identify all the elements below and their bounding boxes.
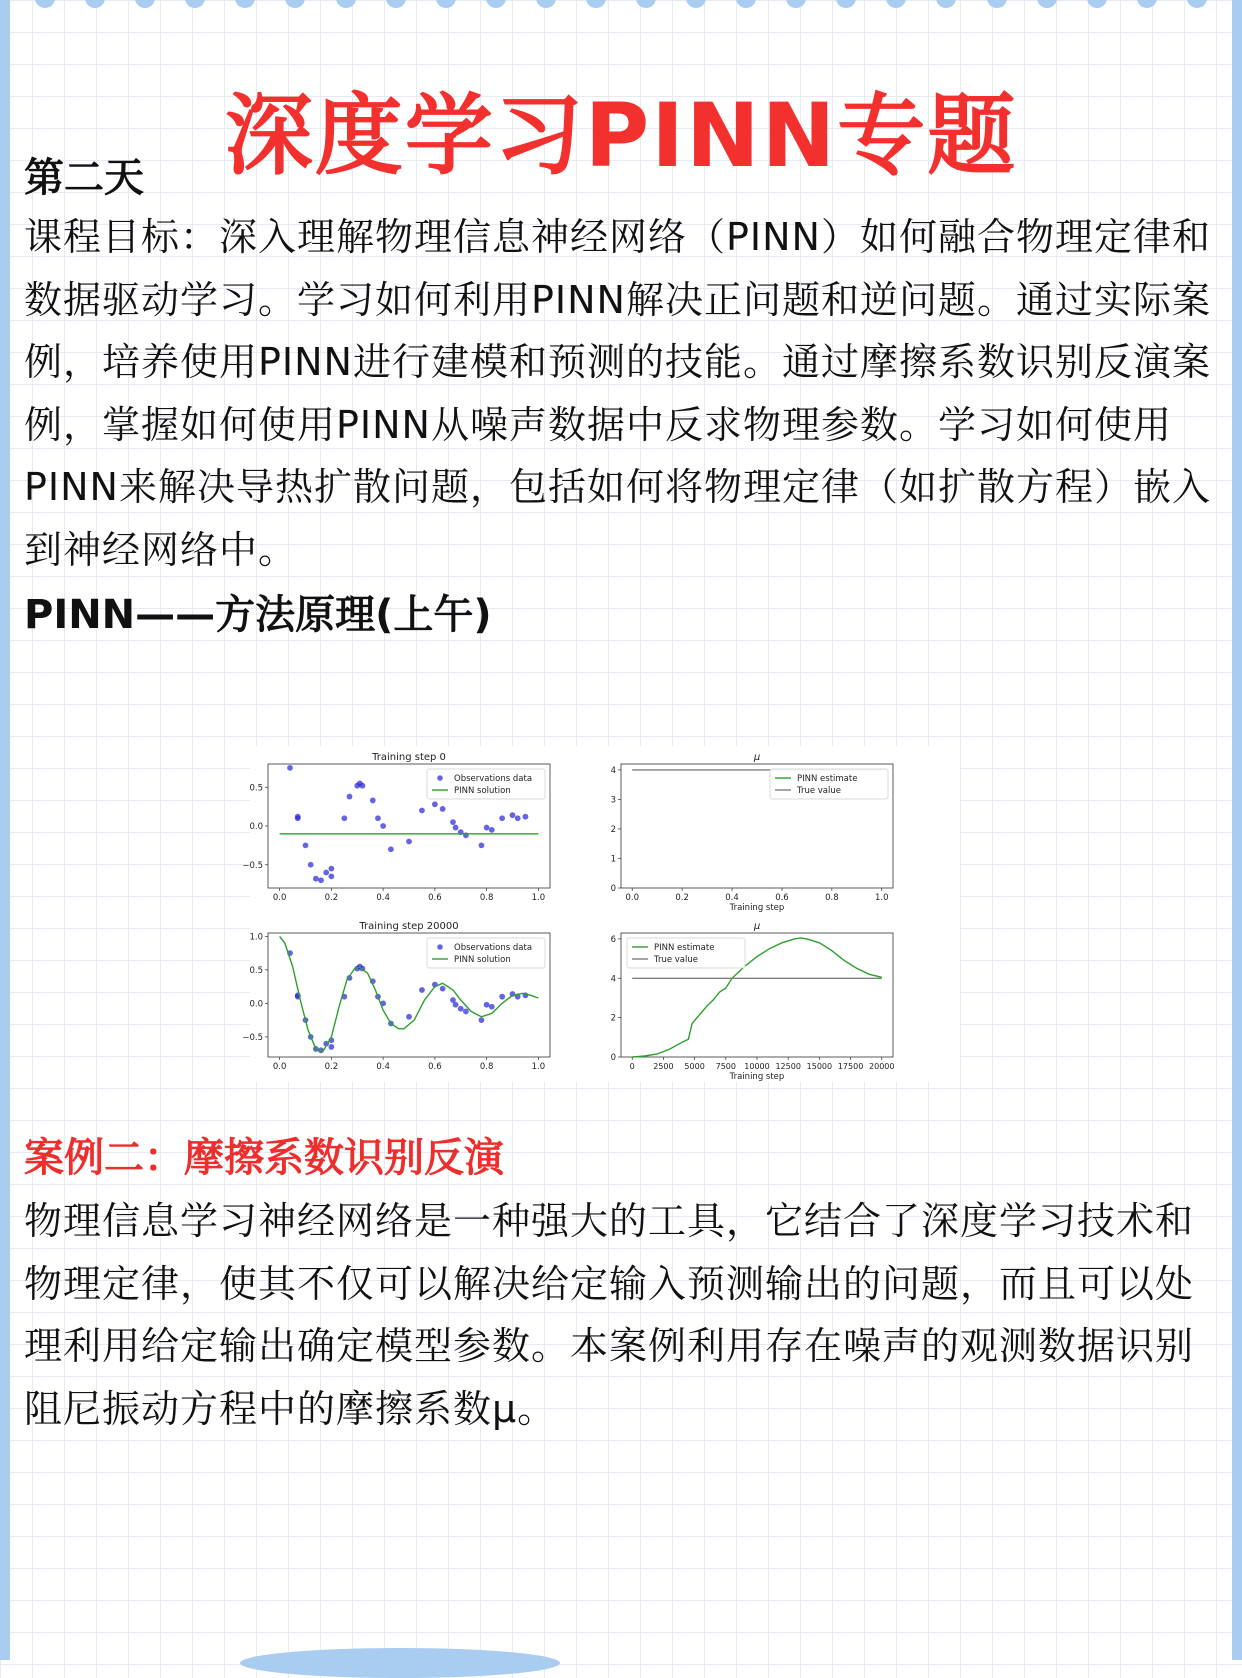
legend-label: PINN estimate bbox=[654, 943, 715, 953]
plot-title: Training step 0 bbox=[372, 752, 446, 763]
observation-point bbox=[499, 994, 505, 1000]
observation-point bbox=[287, 765, 293, 771]
x-tick-label: 1.0 bbox=[531, 1062, 546, 1072]
observation-point bbox=[432, 801, 438, 807]
x-tick-label: 0.6 bbox=[775, 893, 789, 903]
observation-point bbox=[515, 815, 521, 821]
observation-point bbox=[479, 1017, 485, 1023]
x-tick-label: 17500 bbox=[837, 1062, 864, 1071]
x-tick-label: 0.8 bbox=[825, 893, 839, 903]
y-tick-label: 1 bbox=[610, 854, 616, 865]
y-tick-label: 0.5 bbox=[249, 965, 263, 976]
observation-point bbox=[347, 794, 353, 800]
x-tick-label: 0.6 bbox=[428, 1062, 442, 1072]
observation-point bbox=[295, 815, 301, 821]
x-tick-label: 0.2 bbox=[675, 893, 689, 903]
observation-point bbox=[440, 986, 446, 992]
training-figure bbox=[242, 746, 960, 1082]
day-heading: 第二天 bbox=[24, 155, 144, 201]
legend-label: True value bbox=[654, 955, 698, 965]
observation-point bbox=[523, 814, 529, 820]
y-tick-label: 0.5 bbox=[249, 783, 263, 794]
observation-point bbox=[453, 1002, 459, 1008]
bottom-decoration bbox=[240, 1648, 560, 1678]
observation-point bbox=[313, 876, 319, 882]
observation-point bbox=[328, 1044, 334, 1050]
x-tick-label: 0.0 bbox=[625, 893, 639, 903]
observation-point bbox=[308, 862, 314, 868]
x-tick-label: 0.8 bbox=[479, 893, 494, 903]
observation-point bbox=[484, 825, 490, 831]
y-tick-label: 2 bbox=[610, 824, 616, 835]
y-tick-label: −0.5 bbox=[242, 860, 263, 871]
legend-marker bbox=[437, 775, 443, 781]
training-figure-svg bbox=[242, 746, 960, 1082]
y-tick-label: 0.0 bbox=[249, 999, 263, 1010]
observation-point bbox=[510, 812, 516, 818]
y-tick-label: 0 bbox=[610, 1053, 616, 1063]
observation-point bbox=[450, 819, 456, 825]
observation-point bbox=[463, 1009, 469, 1015]
x-tick-label: 0.0 bbox=[272, 1062, 287, 1072]
x-tick-label: 0.2 bbox=[324, 893, 339, 903]
plot-title: Training step 20000 bbox=[359, 921, 459, 932]
method-heading: PINN——方法原理(上午) bbox=[24, 592, 492, 638]
observation-point bbox=[380, 823, 386, 829]
y-tick-label: −0.5 bbox=[242, 1032, 263, 1043]
observation-point bbox=[303, 842, 309, 848]
course-section bbox=[24, 150, 1224, 643]
plot-title: μ bbox=[753, 921, 761, 932]
top-dot-border bbox=[0, 0, 1242, 8]
observation-point bbox=[458, 1006, 464, 1012]
x-tick-label: 0.6 bbox=[428, 893, 442, 903]
x-axis-label: Training step bbox=[729, 903, 785, 913]
x-tick-label: 15000 bbox=[806, 1062, 833, 1071]
observation-point bbox=[419, 987, 425, 993]
case-section bbox=[24, 1130, 1224, 1440]
left-border bbox=[0, 0, 10, 1660]
x-tick-label: 1.0 bbox=[531, 893, 546, 903]
x-tick-label: 0.4 bbox=[725, 893, 739, 903]
observation-point bbox=[388, 846, 394, 852]
x-axis-label: Training step bbox=[729, 1072, 785, 1082]
y-tick-label: 2 bbox=[610, 1013, 616, 1024]
plot-title: μ bbox=[753, 752, 761, 763]
case-body: 物理信息学习神经网络是一种强大的工具，它结合了深度学习技术和物理定律，使其不仅可以解决给定输入预测输出的问题，而且可以处理利用给定输出确定模型参数。本案例利用存在噪声的观测数据识别阻尼振动方程中的摩擦系数μ。 bbox=[24, 1199, 1195, 1431]
observation-point bbox=[323, 870, 329, 876]
legend-marker bbox=[437, 944, 443, 950]
case-heading: 案例二：摩擦系数识别反演 bbox=[24, 1135, 504, 1181]
observation-point bbox=[419, 808, 425, 814]
x-tick-label: 0.0 bbox=[272, 893, 287, 903]
legend-label: PINN solution bbox=[454, 955, 511, 965]
observation-point bbox=[499, 815, 505, 821]
x-tick-label: 7500 bbox=[715, 1062, 736, 1071]
legend-label: PINN estimate bbox=[797, 774, 858, 784]
y-tick-label: 0.0 bbox=[249, 822, 263, 832]
x-tick-label: 2500 bbox=[653, 1062, 674, 1071]
x-tick-label: 10000 bbox=[744, 1062, 770, 1071]
x-tick-label: 0.2 bbox=[324, 1062, 339, 1072]
y-tick-label: 4 bbox=[610, 765, 616, 776]
y-tick-label: 0 bbox=[610, 884, 616, 894]
x-tick-label: 1.0 bbox=[875, 893, 889, 903]
observation-point bbox=[360, 783, 366, 789]
x-tick-label: 20000 bbox=[869, 1062, 895, 1071]
y-tick-label: 4 bbox=[610, 974, 616, 985]
page-title: 深度学习PINN专题 bbox=[224, 83, 1018, 187]
legend-label: Observations data bbox=[454, 774, 533, 784]
observation-point bbox=[375, 815, 381, 821]
observation-point bbox=[484, 1002, 490, 1008]
x-tick-label: 0.4 bbox=[376, 893, 390, 903]
y-tick-label: 3 bbox=[610, 795, 616, 806]
right-border bbox=[1232, 0, 1242, 1660]
x-tick-label: 12500 bbox=[775, 1062, 801, 1071]
observation-point bbox=[318, 877, 324, 883]
observation-point bbox=[406, 1014, 412, 1020]
observation-point bbox=[453, 825, 459, 831]
observation-point bbox=[370, 798, 376, 804]
course-goal: 课程目标：深入理解物理信息神经网络（PINN）如何融合物理定律和数据驱动学习。学习如何利用PINN解决正问题和逆问题。通过实际案例，培养使用PINN进行建模和预测的技能。通过摩擦系数识别反演案例，掌握如何使用PINN从噪声数据中反求物理参数。学习如何使用PINN来解决导热扩散问题，包括如何将物理定律（如扩散方程）嵌入到神经网络中。 bbox=[24, 215, 1211, 572]
x-tick-label: 0.4 bbox=[376, 1062, 390, 1072]
legend-label: Observations data bbox=[454, 943, 533, 953]
observation-point bbox=[341, 815, 347, 821]
legend-label: True value bbox=[797, 786, 841, 796]
observation-point bbox=[489, 827, 495, 833]
y-tick-label: 6 bbox=[610, 934, 616, 945]
observation-point bbox=[479, 842, 485, 848]
observation-point bbox=[440, 806, 446, 812]
x-tick-label: 5000 bbox=[684, 1062, 705, 1071]
observation-point bbox=[328, 866, 334, 872]
observation-point bbox=[489, 1004, 495, 1010]
legend-label: PINN solution bbox=[454, 786, 511, 796]
x-tick-label: 0.8 bbox=[479, 1062, 494, 1072]
y-tick-label: 1.0 bbox=[249, 932, 263, 943]
x-tick-label: 0 bbox=[629, 1062, 635, 1071]
observation-point bbox=[328, 873, 334, 879]
observation-point bbox=[406, 839, 412, 845]
